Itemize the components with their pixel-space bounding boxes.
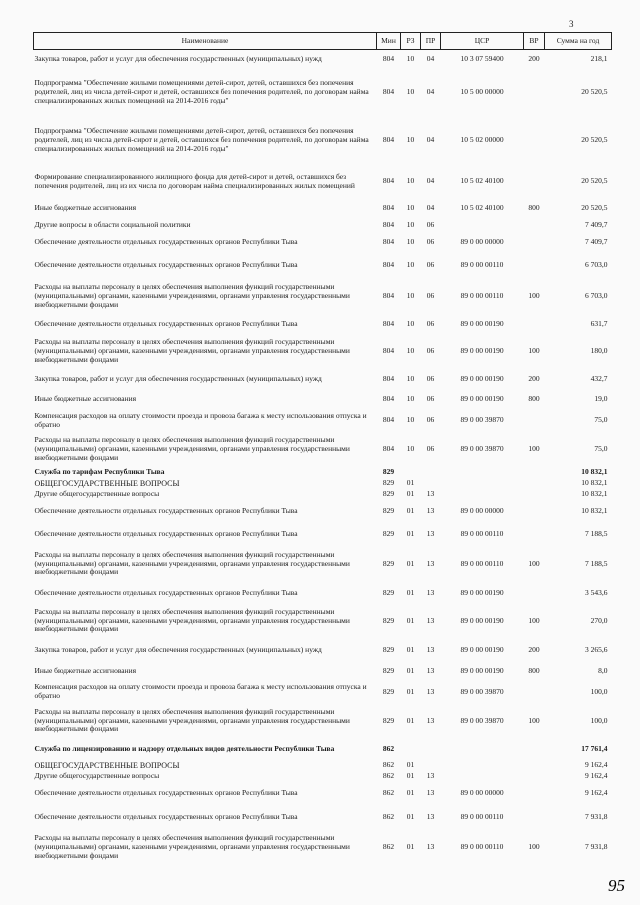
table-row bbox=[34, 638, 612, 662]
cell-sum: 180,0 bbox=[590, 346, 608, 356]
cell-min: 804 bbox=[382, 346, 395, 356]
cell-rz: 10 bbox=[406, 237, 415, 247]
cell-rz: 10 bbox=[406, 319, 415, 329]
cell-rz: 01 bbox=[406, 787, 415, 797]
cell-rz: 10 bbox=[406, 135, 415, 145]
cell-pr: 04 bbox=[426, 87, 435, 97]
cell-min: 829 bbox=[382, 644, 395, 654]
cell-csr: 10 5 02 00000 bbox=[460, 135, 504, 145]
cell-csr: 89 0 00 00000 bbox=[460, 787, 504, 797]
cell-pr: 13 bbox=[426, 665, 435, 675]
cell-pr: 06 bbox=[426, 415, 435, 425]
cell-sum: 10 832,1 bbox=[581, 489, 608, 499]
cell-csr bbox=[441, 760, 524, 771]
cell-pr: 13 bbox=[426, 558, 435, 568]
cell-sum: 7 931,8 bbox=[585, 811, 608, 821]
cell-name: Обеспечение деятельности отдельных государственных органов Республики Тыва bbox=[34, 237, 298, 247]
cell-rz: 01 bbox=[406, 505, 415, 515]
cell-name: Расходы на выплаты персоналу в целях обеспечения выполнения функций государственными (муниципальными) органами, казенными учреждениями, органами управления государственными внебюджетными фондами bbox=[34, 606, 350, 634]
cell-sum: 75,0 bbox=[594, 444, 608, 454]
cell-csr: 89 0 00 00190 bbox=[460, 615, 504, 625]
cell-sum: 20 520,5 bbox=[581, 87, 608, 97]
table-row bbox=[34, 433, 612, 467]
cell-pr: 13 bbox=[426, 787, 435, 797]
cell-name: Закупка товаров, работ и услуг для обеспечения государственных (муниципальных) нужд bbox=[34, 53, 322, 63]
cell-csr: 89 0 00 00190 bbox=[460, 319, 504, 329]
cell-csr: 89 0 00 39870 bbox=[460, 686, 504, 696]
cell-sum: 9 162,4 bbox=[585, 787, 608, 797]
table-row bbox=[34, 680, 612, 704]
cell-rz: 10 bbox=[406, 394, 415, 404]
cell-rz: 01 bbox=[406, 615, 415, 625]
cell-sum: 631,7 bbox=[590, 319, 608, 329]
cell-name: Иные бюджетные ассигнования bbox=[34, 665, 137, 675]
cell-csr: 89 0 00 39870 bbox=[460, 444, 504, 454]
cell-sum: 100,0 bbox=[590, 686, 608, 696]
cell-min: 862 bbox=[382, 760, 395, 770]
cell-sum: 10 832,1 bbox=[581, 466, 608, 476]
cell-csr: 10 3 07 59400 bbox=[460, 53, 504, 63]
cell-pr: 06 bbox=[426, 291, 435, 301]
cell-vr bbox=[524, 522, 545, 546]
table-row bbox=[34, 335, 612, 369]
cell-min: 829 bbox=[382, 466, 395, 476]
cell-csr: 89 0 00 39870 bbox=[460, 715, 504, 725]
cell-sum: 19,0 bbox=[594, 394, 608, 404]
cell-min: 804 bbox=[382, 374, 395, 384]
header-csr: ЦСР bbox=[441, 33, 524, 50]
cell-csr: 89 0 00 00110 bbox=[460, 841, 504, 851]
cell-csr: 89 0 00 00190 bbox=[460, 644, 504, 654]
cell-sum: 7 409,7 bbox=[585, 237, 608, 247]
table-row bbox=[34, 704, 612, 738]
cell-min: 829 bbox=[382, 587, 395, 597]
cell-name: Обеспечение деятельности отдельных государственных органов Республики Тыва bbox=[34, 587, 298, 597]
cell-csr bbox=[441, 738, 524, 760]
table-row bbox=[34, 760, 612, 771]
table-row bbox=[34, 782, 612, 804]
cell-name: ОБЩЕГОСУДАРСТВЕННЫЕ ВОПРОСЫ bbox=[34, 478, 180, 488]
cell-vr bbox=[524, 219, 545, 233]
table-row bbox=[34, 69, 612, 117]
cell-csr: 89 0 00 00110 bbox=[460, 291, 504, 301]
cell-min: 829 bbox=[382, 715, 395, 725]
table-header-row bbox=[34, 33, 612, 50]
cell-min: 804 bbox=[382, 176, 395, 186]
cell-sum: 3 265,6 bbox=[585, 644, 608, 654]
cell-vr bbox=[524, 165, 545, 199]
cell-name: ОБЩЕГОСУДАРСТВЕННЫЕ ВОПРОСЫ bbox=[34, 760, 180, 770]
cell-rz: 10 bbox=[406, 346, 415, 356]
table-row bbox=[34, 233, 612, 253]
table-row bbox=[34, 804, 612, 830]
cell-vr: 200 bbox=[528, 53, 540, 63]
page-number: 3 bbox=[569, 19, 574, 29]
cell-vr bbox=[524, 117, 545, 165]
cell-csr: 89 0 00 00190 bbox=[460, 374, 504, 384]
cell-sum: 6 703,0 bbox=[585, 260, 608, 270]
cell-name: Обеспечение деятельности отдельных государственных органов Республики Тыва bbox=[34, 787, 298, 797]
cell-sum: 20 520,5 bbox=[581, 135, 608, 145]
cell-min: 804 bbox=[382, 319, 395, 329]
cell-name: Закупка товаров, работ и услуг для обеспечения государственных (муниципальных) нужд bbox=[34, 644, 322, 654]
cell-pr: 13 bbox=[426, 686, 435, 696]
cell-pr bbox=[421, 478, 441, 489]
cell-sum: 7 931,8 bbox=[585, 841, 608, 851]
header-name: Наименование bbox=[34, 33, 377, 50]
cell-vr bbox=[524, 582, 545, 604]
cell-name: Расходы на выплаты персоналу в целях обеспечения выполнения функций государственными (муниципальными) органами, казенными учреждениями, органами управления государственными внебюджетными фондами bbox=[34, 337, 350, 364]
cell-pr: 06 bbox=[426, 220, 435, 230]
cell-sum: 7 188,5 bbox=[585, 528, 608, 538]
cell-name: Закупка товаров, работ и услуг для обеспечения государственных (муниципальных) нужд bbox=[34, 374, 322, 384]
cell-vr bbox=[524, 253, 545, 279]
cell-vr: 100 bbox=[528, 715, 540, 725]
cell-pr: 13 bbox=[426, 811, 435, 821]
cell-vr: 100 bbox=[528, 444, 540, 454]
cell-csr: 89 0 00 00110 bbox=[460, 558, 504, 568]
cell-sum: 9 162,4 bbox=[585, 771, 608, 781]
cell-csr: 10 5 02 40100 bbox=[460, 203, 504, 213]
table-row bbox=[34, 467, 612, 478]
cell-name: Другие общегосударственные вопросы bbox=[34, 489, 160, 499]
cell-vr: 100 bbox=[528, 346, 540, 356]
cell-min: 829 bbox=[382, 686, 395, 696]
cell-rz: 01 bbox=[406, 841, 415, 851]
cell-rz: 10 bbox=[406, 87, 415, 97]
cell-vr bbox=[524, 467, 545, 478]
cell-name: Компенсация расходов на оплату стоимости проезда и провоза багажа к месту использования отпуска и обратно bbox=[34, 682, 367, 700]
cell-min: 829 bbox=[382, 477, 395, 487]
cell-pr bbox=[421, 760, 441, 771]
cell-vr: 100 bbox=[528, 558, 540, 568]
cell-name: Расходы на выплаты персоналу в целях обеспечения выполнения функций государственными (муниципальными) органами, казенными учреждениями, органами управления государственными внебюджетными фондами bbox=[34, 435, 350, 462]
cell-pr: 13 bbox=[426, 505, 435, 515]
cell-min: 862 bbox=[382, 743, 395, 753]
cell-rz: 01 bbox=[406, 587, 415, 597]
cell-name: Обеспечение деятельности отдельных государственных органов Республики Тыва bbox=[34, 505, 298, 515]
cell-rz: 01 bbox=[406, 686, 415, 696]
table-row bbox=[34, 391, 612, 409]
table-row bbox=[34, 165, 612, 199]
cell-min: 862 bbox=[382, 811, 395, 821]
cell-rz: 10 bbox=[406, 415, 415, 425]
cell-vr bbox=[524, 680, 545, 704]
cell-min: 804 bbox=[382, 237, 395, 247]
cell-pr: 04 bbox=[426, 176, 435, 186]
cell-name: Расходы на выплаты персоналу в целях обеспечения выполнения функций государственными (муниципальными) органами, казенными учреждениями, органами управления государственными внебюджетными фондами bbox=[34, 706, 350, 734]
cell-vr bbox=[524, 489, 545, 500]
cell-min: 829 bbox=[382, 489, 395, 499]
cell-vr: 200 bbox=[528, 644, 540, 654]
cell-min: 804 bbox=[382, 203, 395, 213]
table-row bbox=[34, 117, 612, 165]
header-sum: Сумма на год bbox=[545, 33, 612, 50]
cell-name: Служба по тарифам Республики Тыва bbox=[34, 466, 165, 476]
table-row bbox=[34, 409, 612, 433]
cell-csr: 89 0 00 00000 bbox=[460, 237, 504, 247]
cell-name: Обеспечение деятельности отдельных государственных органов Республики Тыва bbox=[34, 319, 298, 329]
cell-min: 829 bbox=[382, 558, 395, 568]
cell-rz: 10 bbox=[406, 220, 415, 230]
cell-pr: 04 bbox=[426, 203, 435, 213]
cell-rz: 10 bbox=[406, 260, 415, 270]
table-row bbox=[34, 738, 612, 760]
cell-vr bbox=[524, 478, 545, 489]
cell-rz: 01 bbox=[406, 558, 415, 568]
cell-min: 862 bbox=[382, 771, 395, 781]
cell-csr: 89 0 00 00190 bbox=[460, 587, 504, 597]
cell-min: 862 bbox=[382, 787, 395, 797]
cell-pr: 06 bbox=[426, 346, 435, 356]
table-body bbox=[34, 50, 612, 865]
cell-min: 804 bbox=[382, 291, 395, 301]
cell-pr: 13 bbox=[426, 715, 435, 725]
cell-pr: 06 bbox=[426, 319, 435, 329]
cell-min: 804 bbox=[382, 87, 395, 97]
cell-min: 804 bbox=[382, 394, 395, 404]
cell-sum: 7 409,7 bbox=[585, 220, 608, 230]
cell-pr: 06 bbox=[426, 374, 435, 384]
cell-rz: 10 bbox=[406, 176, 415, 186]
table-row bbox=[34, 369, 612, 391]
cell-rz: 01 bbox=[406, 811, 415, 821]
cell-rz: 01 bbox=[406, 771, 415, 781]
cell-csr bbox=[441, 771, 524, 782]
cell-min: 804 bbox=[382, 53, 395, 63]
cell-vr bbox=[524, 804, 545, 830]
cell-vr: 800 bbox=[528, 203, 540, 213]
cell-csr bbox=[441, 489, 524, 500]
cell-min: 829 bbox=[382, 528, 395, 538]
cell-pr: 13 bbox=[426, 644, 435, 654]
cell-vr bbox=[524, 771, 545, 782]
cell-pr bbox=[421, 467, 441, 478]
table-row bbox=[34, 50, 612, 69]
cell-pr: 13 bbox=[426, 528, 435, 538]
cell-sum: 10 832,1 bbox=[581, 505, 608, 515]
table-row bbox=[34, 219, 612, 233]
cell-vr bbox=[524, 782, 545, 804]
cell-pr: 06 bbox=[426, 260, 435, 270]
cell-csr: 10 5 00 00000 bbox=[460, 87, 504, 97]
cell-pr: 13 bbox=[426, 615, 435, 625]
cell-rz: 01 bbox=[406, 760, 415, 770]
table-row bbox=[34, 522, 612, 546]
cell-pr: 04 bbox=[426, 135, 435, 145]
cell-name: Обеспечение деятельности отдельных государственных органов Республики Тыва bbox=[34, 528, 298, 538]
cell-vr: 800 bbox=[528, 394, 540, 404]
cell-name: Подпрограмма "Обеспечение жилыми помещениями детей-сирот, детей, оставшихся без попечения родителей, лиц из числа детей-сирот и детей, оставшихся без попечения родителей, по договорам найма специализированных жилых помещений на 2014-2016 годы" bbox=[34, 78, 369, 105]
cell-name: Обеспечение деятельности отдельных государственных органов Республики Тыва bbox=[34, 260, 298, 270]
header-rz: РЗ bbox=[401, 33, 421, 50]
cell-name: Другие вопросы в области социальной политики bbox=[34, 220, 191, 230]
cell-csr: 89 0 00 00190 bbox=[460, 394, 504, 404]
cell-name: Иные бюджетные ассигнования bbox=[34, 203, 137, 213]
cell-rz: 10 bbox=[406, 203, 415, 213]
table-row bbox=[34, 546, 612, 582]
cell-csr: 10 5 02 40100 bbox=[460, 176, 504, 186]
header-pr: ПР bbox=[421, 33, 441, 50]
cell-sum: 20 520,5 bbox=[581, 176, 608, 186]
cell-name: Компенсация расходов на оплату стоимости проезда и провоза багажа к месту использования отпуска и обратно bbox=[34, 410, 367, 429]
cell-min: 804 bbox=[382, 415, 395, 425]
cell-rz: 10 bbox=[406, 291, 415, 301]
cell-csr: 89 0 00 00000 bbox=[460, 505, 504, 515]
cell-vr bbox=[524, 69, 545, 117]
table-row bbox=[34, 489, 612, 500]
cell-rz: 10 bbox=[406, 444, 415, 454]
cell-sum: 270,0 bbox=[590, 615, 608, 625]
cell-min: 829 bbox=[382, 665, 395, 675]
cell-rz: 01 bbox=[406, 489, 415, 499]
table-row bbox=[34, 500, 612, 522]
cell-name: Служба по лицензированию и надзору отдельных видов деятельности Республики Тыва bbox=[34, 743, 335, 753]
cell-sum: 8,0 bbox=[598, 665, 608, 675]
cell-sum: 432,7 bbox=[590, 374, 608, 384]
cell-min: 829 bbox=[382, 615, 395, 625]
cell-name: Расходы на выплаты персоналу в целях обеспечения выполнения функций государственными (муниципальными) органами, казенными учреждениями, органами управления государственными внебюджетными фондами bbox=[34, 833, 350, 860]
cell-min: 804 bbox=[382, 444, 395, 454]
cell-name: Расходы на выплаты персоналу в целях обеспечения выполнения функций государственными (муниципальными) органами, казенными учреждениями, органами управления государственными внебюджетными фондами bbox=[34, 282, 350, 309]
cell-name: Иные бюджетные ассигнования bbox=[34, 394, 137, 404]
cell-sum: 100,0 bbox=[590, 715, 608, 725]
cell-vr: 100 bbox=[528, 615, 540, 625]
table-row bbox=[34, 582, 612, 604]
cell-vr: 100 bbox=[528, 291, 540, 301]
cell-rz bbox=[401, 738, 421, 760]
cell-sum: 3 543,6 bbox=[585, 587, 608, 597]
cell-rz: 01 bbox=[406, 644, 415, 654]
cell-vr bbox=[524, 315, 545, 335]
cell-pr: 06 bbox=[426, 394, 435, 404]
cell-pr: 06 bbox=[426, 444, 435, 454]
table-row bbox=[34, 315, 612, 335]
cell-csr: 89 0 00 39870 bbox=[460, 415, 504, 425]
cell-pr: 13 bbox=[426, 771, 435, 781]
cell-name: Обеспечение деятельности отдельных государственных органов Республики Тыва bbox=[34, 811, 298, 821]
cell-sum: 10 832,1 bbox=[581, 477, 608, 487]
table-row bbox=[34, 662, 612, 680]
cell-csr: 89 0 00 00110 bbox=[460, 811, 504, 821]
cell-name: Расходы на выплаты персоналу в целях обеспечения выполнения функций государственными (муниципальными) органами, казенными учреждениями, органами управления государственными внебюджетными фондами bbox=[34, 549, 350, 577]
cell-sum: 75,0 bbox=[594, 415, 608, 425]
cell-vr bbox=[524, 233, 545, 253]
table-row bbox=[34, 830, 612, 864]
cell-min: 862 bbox=[382, 841, 395, 851]
cell-name: Формирование специализированного жилищного фонда для детей-сирот и детей, оставшихся без попечения родителей, лиц из их числа по договорам найма специализированных жилых помещений bbox=[34, 171, 355, 190]
cell-pr: 04 bbox=[426, 53, 435, 63]
cell-rz: 01 bbox=[406, 715, 415, 725]
cell-sum: 9 162,4 bbox=[585, 760, 608, 770]
table-row bbox=[34, 279, 612, 315]
cell-name: Подпрограмма "Обеспечение жилыми помещениями детей-сирот, детей, оставшихся без попечения родителей, лиц из числа детей-сирот и детей, оставшихся без попечения родителей, по договорам найма специализированных жилых помещений на 2014-2016 годы" bbox=[34, 126, 369, 153]
cell-min: 804 bbox=[382, 135, 395, 145]
cell-rz: 10 bbox=[406, 374, 415, 384]
table-row bbox=[34, 199, 612, 219]
cell-csr: 89 0 00 00190 bbox=[460, 346, 504, 356]
cell-sum: 20 520,5 bbox=[581, 203, 608, 213]
budget-table bbox=[33, 32, 612, 864]
handwritten-page-mark: 95 bbox=[608, 876, 625, 895]
cell-pr: 13 bbox=[426, 587, 435, 597]
cell-rz: 01 bbox=[406, 665, 415, 675]
cell-name: Другие общегосударственные вопросы bbox=[34, 771, 160, 781]
cell-pr bbox=[421, 738, 441, 760]
cell-csr bbox=[441, 467, 524, 478]
table-row bbox=[34, 604, 612, 638]
cell-pr: 13 bbox=[426, 841, 435, 851]
cell-vr bbox=[524, 409, 545, 433]
cell-rz bbox=[401, 467, 421, 478]
cell-min: 804 bbox=[382, 220, 395, 230]
table-row bbox=[34, 478, 612, 489]
cell-rz: 01 bbox=[406, 477, 415, 487]
cell-csr: 89 0 00 00110 bbox=[460, 528, 504, 538]
cell-csr: 89 0 00 00190 bbox=[460, 665, 504, 675]
cell-sum: 6 703,0 bbox=[585, 291, 608, 301]
cell-vr bbox=[524, 738, 545, 760]
cell-rz: 10 bbox=[406, 53, 415, 63]
cell-csr: 89 0 00 00110 bbox=[460, 260, 504, 270]
cell-pr: 06 bbox=[426, 237, 435, 247]
cell-sum: 218,1 bbox=[590, 53, 608, 63]
cell-vr: 200 bbox=[528, 374, 540, 384]
cell-vr bbox=[524, 760, 545, 771]
table-row bbox=[34, 771, 612, 782]
cell-vr: 800 bbox=[528, 665, 540, 675]
cell-rz: 01 bbox=[406, 528, 415, 538]
cell-sum: 7 188,5 bbox=[585, 558, 608, 568]
cell-min: 804 bbox=[382, 260, 395, 270]
cell-vr: 100 bbox=[528, 841, 540, 851]
cell-pr: 13 bbox=[426, 489, 435, 499]
cell-sum: 17 761,4 bbox=[581, 743, 608, 753]
cell-vr bbox=[524, 500, 545, 522]
cell-csr bbox=[441, 219, 524, 233]
header-min: Мин bbox=[377, 33, 401, 50]
header-vr: ВР bbox=[524, 33, 545, 50]
cell-csr bbox=[441, 478, 524, 489]
table-row bbox=[34, 253, 612, 279]
cell-min: 829 bbox=[382, 505, 395, 515]
